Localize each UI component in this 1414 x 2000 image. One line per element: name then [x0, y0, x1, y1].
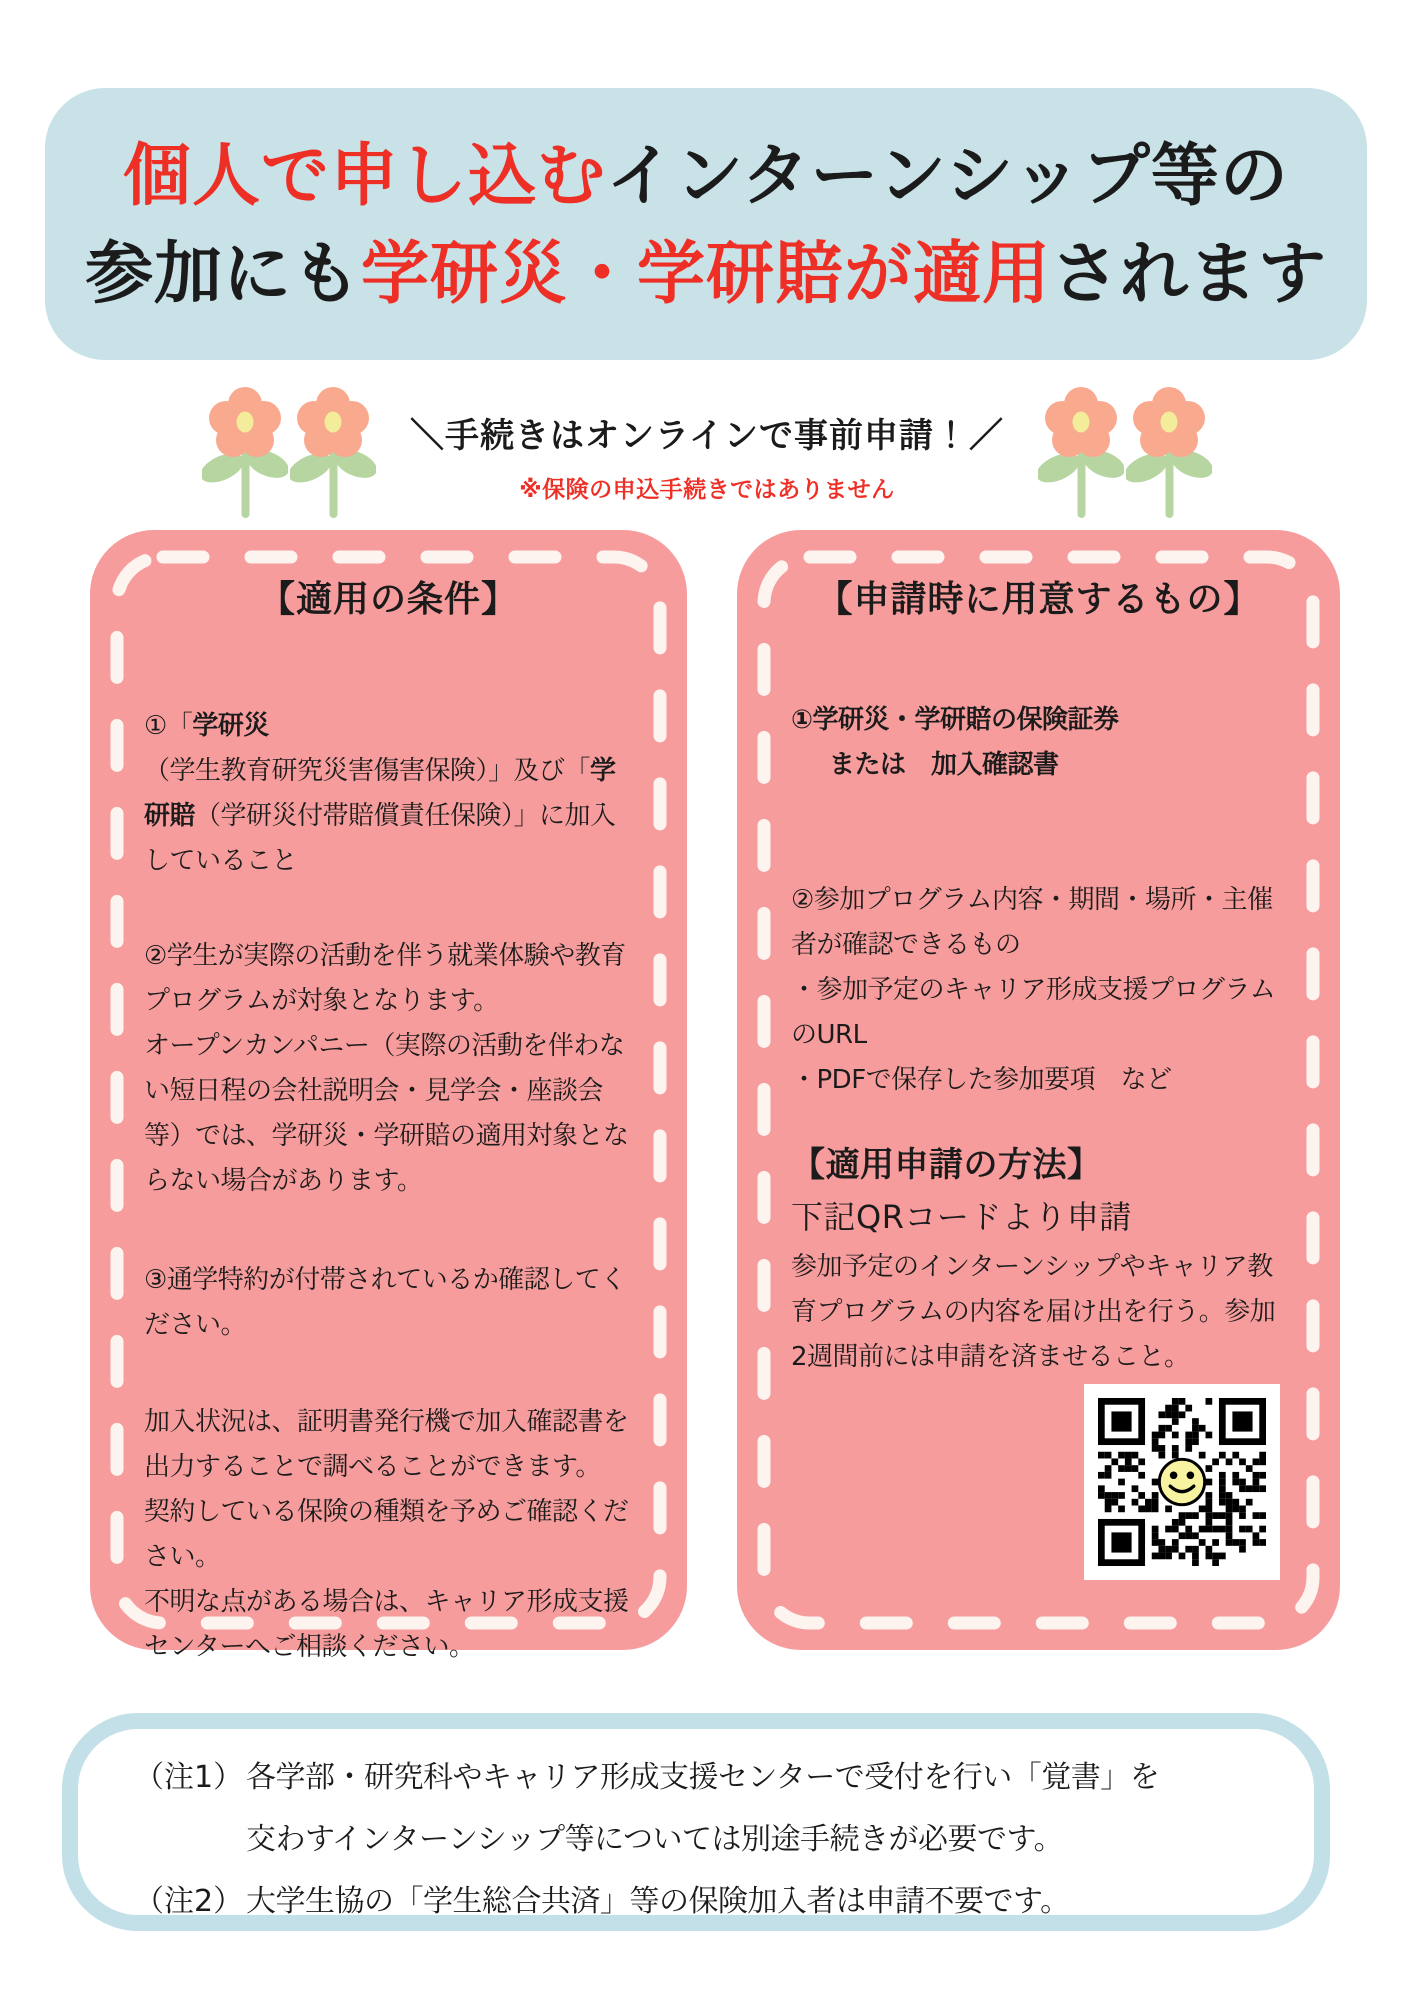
requirements-card	[737, 530, 1340, 1650]
title-text-2b: されます	[1051, 235, 1328, 314]
flower-group-right	[1038, 382, 1212, 524]
note-2-label: （注2）	[134, 1884, 244, 1919]
method-description	[791, 1245, 1286, 1380]
title-highlight-1: 個人で申し込む	[123, 137, 607, 216]
requirements-card-content	[737, 530, 1340, 1650]
flower-icon	[202, 382, 288, 524]
requirement-2-text: ②参加プログラム内容・期間・場所・主催者が確認できるもの	[791, 885, 1273, 960]
subtitle-block	[410, 382, 1004, 504]
conditions-card-content	[90, 530, 687, 1662]
note-2-text: 大学生協の「学生総合共済」等の保険加入者は申請不要です。	[246, 1884, 1070, 1919]
flower-group-left	[202, 382, 376, 524]
method-subtitle: 下記QRコードより申請	[791, 1198, 1132, 1236]
requirement-item-2	[791, 878, 1286, 1103]
condition-1-text: （学研災付帯賠償責任保険）」	[195, 801, 540, 831]
condition-1-text: （学生教育研究災害傷害保険）」	[144, 756, 514, 786]
flower-icon	[290, 382, 376, 524]
conditions-header: 【適用の条件】	[258, 579, 518, 620]
title-line-2	[85, 226, 1327, 324]
note-1-label: （注1）	[134, 1760, 244, 1795]
note-row-2	[134, 1871, 1274, 1933]
requirement-1-line1: ①学研災・学研賠の保険証券	[791, 705, 1119, 735]
title-highlight-2: 学研災・学研賠が適用	[360, 235, 1051, 314]
flower-icon	[1126, 382, 1212, 524]
requirement-item-1	[791, 698, 1286, 788]
note-1-line1: 各学部・研究科やキャリア形成支援センターで受付を行い「覚書」を	[246, 1760, 1160, 1795]
flower-icon	[1038, 382, 1124, 524]
requirement-1-line2: または 加入確認書	[829, 750, 1059, 780]
qr-code	[1084, 1384, 1280, 1580]
condition-4-text: 契約している保険の種類を予めご確認ください。	[144, 1497, 629, 1572]
qr-code-smiley-icon	[1098, 1398, 1266, 1566]
condition-1-text: ①「	[144, 711, 193, 741]
condition-1-bold: 学研賠	[144, 756, 616, 831]
subtitle-text: ＼手続きはオンラインで事前申請！／	[410, 416, 1004, 456]
condition-item-1	[144, 704, 633, 884]
subtitle-row	[0, 382, 1414, 524]
condition-item-3: ③通学特約が付帯されているか確認してください。	[144, 1265, 626, 1340]
requirement-2-bullet: ・参加予定のキャリア形成支援プログラムのURL	[791, 975, 1276, 1050]
condition-4-text: 加入状況は、証明書発行機で加入確認書を出力することで調べることができます。	[144, 1407, 629, 1482]
note-1-line2: 交わすインターンシップ等については別途手続きが必要です。	[246, 1822, 1064, 1857]
condition-2-note: オープンカンパニー（実際の活動を伴わない短日程の会社説明会・見学会・座談会等）では、学研災・学研賠の適用対象とならない場合があります。	[144, 1031, 629, 1196]
condition-item-2	[144, 934, 633, 1204]
condition-2-text: ②学生が実際の活動を伴う就業体験や教育プログラムが対象となります。	[144, 941, 626, 1016]
requirement-2-bullet: ・PDFで保存した参加要項 など	[791, 1065, 1172, 1095]
conditions-card	[90, 530, 687, 1662]
condition-1-text: に加入していること	[144, 801, 616, 876]
note-row-1	[134, 1747, 1274, 1871]
title-text-2a: 参加にも	[84, 235, 361, 314]
notes-box	[62, 1713, 1330, 1931]
title-line-1	[123, 128, 1289, 226]
method-header: 【適用申請の方法】	[791, 1145, 1102, 1185]
condition-1-text: 及び「	[513, 756, 591, 786]
method-desc-text: 参加予定のインターンシップやキャリア教育プログラムの内容を届け出を行う。	[791, 1252, 1273, 1327]
note-1-text	[246, 1747, 1159, 1871]
condition-1-bold: 学研災	[192, 711, 269, 741]
requirements-header: 【申請時に用意するもの】	[816, 579, 1261, 620]
condition-4-text: 不明な点がある場合は、キャリア形成支援センターへご相談ください。	[144, 1587, 629, 1662]
title-text-1: インターンシップ等の	[606, 137, 1289, 216]
method-desc-text: 参加2週間前には申請を済ませること。	[791, 1297, 1276, 1372]
subtitle-note: ※保険の申込手続きではありません	[519, 477, 895, 503]
title-banner	[45, 88, 1367, 360]
condition-item-4	[144, 1400, 633, 1670]
